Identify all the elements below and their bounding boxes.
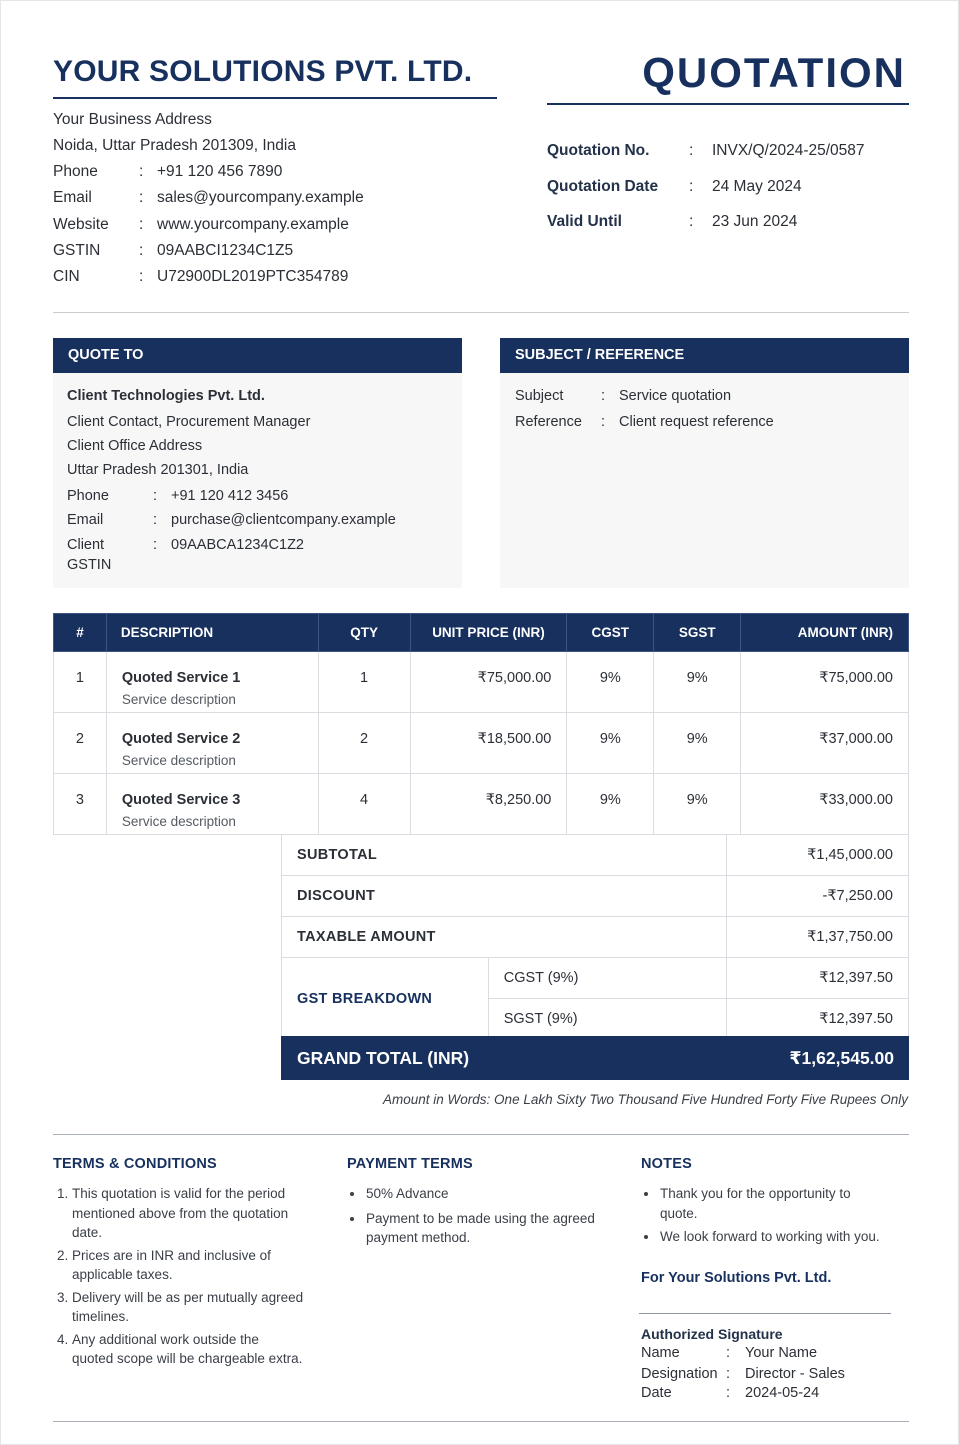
item-title: Quoted Service 3 xyxy=(121,792,241,808)
list-text: Any additional work outside the xyxy=(72,1331,259,1347)
list-text: payment method. xyxy=(366,1230,471,1245)
reference-label: Reference xyxy=(515,414,582,430)
list-item xyxy=(57,1184,337,1243)
list-item xyxy=(57,1330,337,1369)
colon: : xyxy=(689,213,694,230)
colon: : xyxy=(153,512,158,528)
company-website-value: www.yourcompany.example xyxy=(157,216,349,233)
signature-date-value: 2024-05-24 xyxy=(745,1385,820,1401)
payment-terms-heading: PAYMENT TERMS xyxy=(347,1156,473,1172)
section-divider xyxy=(53,312,909,313)
terms-list xyxy=(57,1184,337,1369)
company-cin-label: CIN xyxy=(53,268,80,285)
subject-value: Service quotation xyxy=(619,388,732,404)
colon: : xyxy=(726,1366,731,1382)
list-text: mentioned above from the quotation xyxy=(72,1205,289,1221)
col-header-amount: AMOUNT (INR) xyxy=(741,614,909,652)
row-description xyxy=(106,774,318,835)
grand-total-label: GRAND TOTAL (INR) xyxy=(297,1048,470,1068)
row-qty: 1 xyxy=(318,652,410,713)
quotation-date-value: 24 May 2024 xyxy=(712,178,802,195)
row-sgst: 9% xyxy=(654,652,741,713)
row-amount: ₹75,000.00 xyxy=(741,652,909,713)
colon: : xyxy=(139,268,144,285)
client-address-line2: Uttar Pradesh 201301, India xyxy=(67,462,249,478)
list-item xyxy=(57,1288,337,1327)
quotation-date-label: Quotation Date xyxy=(547,178,659,195)
notes-heading: NOTES xyxy=(641,1156,692,1172)
item-description: Service description xyxy=(121,814,236,829)
col-header-unit-price: UNIT PRICE (INR) xyxy=(410,614,567,652)
col-header-cgst: CGST xyxy=(567,614,654,652)
list-text: 50% Advance xyxy=(366,1186,449,1201)
payment-terms-list xyxy=(347,1184,627,1248)
signatory-designation-value: Director - Sales xyxy=(745,1366,845,1382)
client-email-label: Email xyxy=(67,512,104,528)
row-description xyxy=(106,652,318,713)
list-number: 3. xyxy=(57,1289,69,1305)
discount-label: DISCOUNT xyxy=(282,876,727,917)
gst-breakdown-label: GST BREAKDOWN xyxy=(282,958,489,1040)
subtotal-row xyxy=(282,835,909,876)
row-qty: 2 xyxy=(318,713,410,774)
subtotal-label: SUBTOTAL xyxy=(282,835,727,876)
sgst-label: SGST (9%) xyxy=(488,999,726,1040)
colon: : xyxy=(153,488,158,504)
list-item xyxy=(347,1184,627,1204)
discount-value: -₹7,250.00 xyxy=(727,876,909,917)
list-text: applicable taxes. xyxy=(72,1267,173,1282)
row-cgst: 9% xyxy=(567,713,654,774)
subject-label: Subject xyxy=(515,388,564,404)
bullet-icon xyxy=(350,1192,354,1196)
company-address-line2: Noida, Uttar Pradesh 201309, India xyxy=(53,137,296,154)
company-email-label: Email xyxy=(53,189,92,206)
row-unit-price: ₹75,000.00 xyxy=(410,652,567,713)
company-phone-label: Phone xyxy=(53,163,98,180)
authorized-signature-heading: Authorized Signature xyxy=(641,1326,783,1342)
list-text: This quotation is valid for the period xyxy=(72,1186,286,1201)
table-row xyxy=(54,774,909,835)
client-address-line1: Client Office Address xyxy=(67,438,203,454)
company-gstin-value: 09AABCI1234C1Z5 xyxy=(157,242,294,259)
quotation-no-value: INVX/Q/2024-25/0587 xyxy=(712,142,865,159)
row-amount: ₹37,000.00 xyxy=(741,713,909,774)
grand-total-bar xyxy=(281,1036,909,1080)
notes-list xyxy=(641,1184,909,1247)
footer-divider xyxy=(53,1134,909,1135)
company-website-label: Website xyxy=(53,216,109,233)
client-phone-label: Phone xyxy=(67,488,109,504)
item-title: Quoted Service 2 xyxy=(121,731,241,747)
colon: : xyxy=(601,388,606,404)
colon: : xyxy=(139,189,144,206)
list-number: 1. xyxy=(57,1186,69,1201)
colon: : xyxy=(601,414,606,430)
gst-cgst-row xyxy=(282,958,909,999)
cgst-value: ₹12,397.50 xyxy=(727,958,909,999)
client-phone-value: +91 120 412 3456 xyxy=(171,488,289,504)
client-gstin-value: 09AABCA1234C1Z2 xyxy=(171,537,304,553)
row-unit-price: ₹8,250.00 xyxy=(410,774,567,835)
colon: : xyxy=(726,1385,731,1401)
bullet-icon xyxy=(350,1217,354,1221)
list-text: quote. xyxy=(660,1205,698,1221)
row-cgst: 9% xyxy=(567,652,654,713)
company-address-line1: Your Business Address xyxy=(53,111,212,128)
document-title: QUOTATION xyxy=(642,49,906,96)
company-cin-value: U72900DL2019PTC354789 xyxy=(157,268,349,285)
row-qty: 4 xyxy=(318,774,410,835)
list-text: Thank you for the opportunity to xyxy=(660,1186,851,1201)
sgst-value: ₹12,397.50 xyxy=(727,999,909,1040)
subtotal-value: ₹1,45,000.00 xyxy=(727,835,909,876)
list-text: timelines. xyxy=(72,1309,130,1324)
document-title-underline xyxy=(547,103,909,105)
signature-line xyxy=(639,1313,891,1314)
colon: : xyxy=(689,178,694,195)
col-header-number: # xyxy=(54,614,107,652)
bullet-icon xyxy=(644,1235,648,1239)
taxable-value: ₹1,37,750.00 xyxy=(727,917,909,958)
company-name-underline xyxy=(53,97,497,99)
row-sgst: 9% xyxy=(654,713,741,774)
list-text: Payment to be made using the agreed xyxy=(366,1210,595,1226)
list-item xyxy=(641,1184,909,1223)
valid-until-label: Valid Until xyxy=(547,213,622,230)
company-phone-value: +91 120 456 7890 xyxy=(157,163,283,180)
company-gstin-label: GSTIN xyxy=(53,242,101,259)
list-text: Delivery will be as per mutually agreed xyxy=(72,1289,304,1305)
list-item xyxy=(57,1246,337,1285)
client-email-value: purchase@clientcompany.example xyxy=(171,512,396,528)
item-title: Quoted Service 1 xyxy=(121,670,241,686)
quotation-no-label: Quotation No. xyxy=(547,142,650,159)
list-text: date. xyxy=(72,1225,103,1240)
row-number: 2 xyxy=(54,713,107,774)
client-gstin-label-line1: Client xyxy=(67,537,105,553)
signatory-name-label: Name xyxy=(641,1345,680,1361)
cgst-label: CGST (9%) xyxy=(488,958,726,999)
discount-row xyxy=(282,876,909,917)
table-row xyxy=(54,713,909,774)
list-item xyxy=(347,1209,627,1248)
signature-date-label: Date xyxy=(641,1385,672,1401)
col-header-sgst: SGST xyxy=(654,614,741,652)
list-number: 4. xyxy=(57,1331,69,1347)
subject-box xyxy=(500,338,909,588)
grand-total-value: ₹1,62,545.00 xyxy=(789,1048,894,1068)
row-number: 3 xyxy=(54,774,107,835)
company-name: YOUR SOLUTIONS PVT. LTD. xyxy=(53,55,473,88)
subject-heading: SUBJECT / REFERENCE xyxy=(500,338,909,373)
col-header-qty: QTY xyxy=(318,614,410,652)
signatory-name-value: Your Name xyxy=(745,1345,818,1361)
totals-table xyxy=(281,834,909,1040)
taxable-row xyxy=(282,917,909,958)
quote-to-heading: QUOTE TO xyxy=(53,338,462,373)
client-gstin-label-line2: GSTIN xyxy=(67,557,112,573)
item-description: Service description xyxy=(121,692,236,707)
client-name: Client Technologies Pvt. Ltd. xyxy=(67,388,265,404)
list-text: quoted scope will be chargeable extra. xyxy=(72,1351,303,1366)
row-number: 1 xyxy=(54,652,107,713)
row-sgst: 9% xyxy=(654,774,741,835)
row-unit-price: ₹18,500.00 xyxy=(410,713,567,774)
items-table-header xyxy=(54,614,909,652)
row-cgst: 9% xyxy=(567,774,654,835)
bullet-icon xyxy=(644,1192,648,1196)
amount-in-words: Amount in Words: One Lakh Sixty Two Thousand Five Hundred Forty Five Rupees Only xyxy=(383,1092,908,1107)
taxable-label: TAXABLE AMOUNT xyxy=(282,917,727,958)
items-table xyxy=(53,613,909,835)
item-description: Service description xyxy=(121,753,236,768)
colon: : xyxy=(139,163,144,180)
row-amount: ₹33,000.00 xyxy=(741,774,909,835)
col-header-description: DESCRIPTION xyxy=(106,614,318,652)
terms-heading: TERMS & CONDITIONS xyxy=(53,1156,217,1172)
colon: : xyxy=(153,537,158,553)
colon: : xyxy=(689,142,694,159)
colon: : xyxy=(726,1345,731,1361)
client-contact: Client Contact, Procurement Manager xyxy=(67,414,311,430)
table-row xyxy=(54,652,909,713)
row-description xyxy=(106,713,318,774)
for-company-label: For Your Solutions Pvt. Ltd. xyxy=(641,1270,832,1286)
colon: : xyxy=(139,242,144,259)
company-email-value: sales@yourcompany.example xyxy=(157,189,364,206)
list-text: Prices are in INR and inclusive of xyxy=(72,1247,271,1263)
valid-until-value: 23 Jun 2024 xyxy=(712,213,798,230)
list-item xyxy=(641,1227,909,1247)
reference-value: Client request reference xyxy=(619,414,774,430)
list-number: 2. xyxy=(57,1247,69,1263)
colon: : xyxy=(139,216,144,233)
bottom-divider xyxy=(53,1421,909,1422)
list-text: We look forward to working with you. xyxy=(660,1229,880,1244)
signatory-designation-label: Designation xyxy=(641,1366,718,1382)
